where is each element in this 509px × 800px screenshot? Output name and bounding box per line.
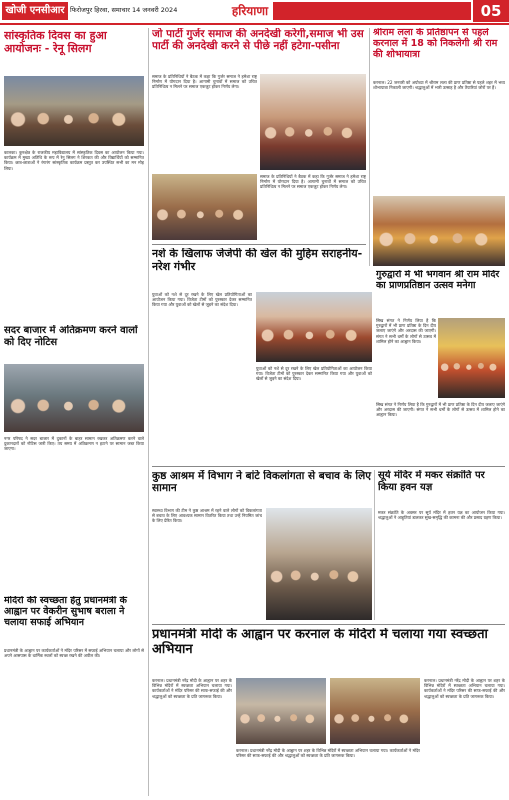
issue-date: फिरोजपुर हिरवा, समाचार 14 जनवरी 2024 — [70, 6, 178, 14]
page-number: 05 — [473, 0, 509, 22]
article-a10-headline: प्रधानमंत्री मोदी के आह्वान पर करनाल के मंदिरों में चलाया गया स्वच्छता अभियान — [152, 628, 488, 657]
article-a10-body: करनाल। प्रधानमंत्री नरेंद्र मोदी के आह्वान पर शहर के विभिन्न मंदिरों में स्वच्छता अभियान चलाया गया। कार्यकर्ताओं ने मंदिर परिसर की साफ-सफाई की और श्रद्धालुओं को स्वच्छता के प्रति जागरूक किया। — [152, 678, 232, 699]
article-a10-photo-1 — [236, 678, 326, 744]
article-a1-headline-box — [4, 30, 144, 74]
masthead — [0, 0, 509, 22]
article-a4-body-cont: युवाओं को नशे से दूर रखने के लिए खेल प्रतियोगिताओं का आयोजन किया गया। विजेता टीमों को पुरस्कार देकर सम्मानित किया गया और युवाओं को खेलों से जुड़ने का संदेश दिया। — [256, 366, 372, 382]
article-a6-headline: सदर बाजार में अतिक्रमण करने वालों को दिए नोटिस — [4, 325, 138, 348]
column-rule — [369, 28, 370, 266]
article-a2-photo-2 — [152, 174, 257, 240]
article-a9-body: प्रधानमंत्री के आह्वान पर कार्यकर्ताओं ने मंदिर परिसर में सफाई अभियान चलाया और लोगों से अपने आसपास के धार्मिक स्थलों को स्वच्छ रखने की अपील की। — [4, 648, 144, 659]
article-a6-photo — [4, 364, 144, 432]
article-a5-headline-box — [376, 270, 505, 314]
article-a4-headline: नशे के खिलाफ जेजेपी की खेल की मुहिम सराहनीय-नरेश गंभीर — [152, 248, 363, 273]
section-title: हरियाणा — [231, 4, 269, 18]
masthead-bar — [273, 2, 471, 20]
section-rule — [152, 244, 366, 245]
column-rule — [374, 470, 375, 620]
article-a10-headline-box — [152, 628, 505, 674]
article-a5-body-cont: सिख संगत ने निर्णय लिया है कि गुरुद्वारों में भी प्राण प्रतिष्ठा के दिन दीप जलाए जाएंगे और अरदास की जाएगी। संगत ने सभी धर्मों के लोगों से उत्सव में शामिल होने का आह्वान किया। — [376, 402, 505, 418]
article-a9-headline-box — [4, 596, 144, 644]
article-a7-headline-box — [152, 470, 372, 504]
article-a2-headline-box — [152, 28, 366, 72]
masthead-rule — [0, 23, 509, 25]
article-a3-headline: श्रीराम लला के प्रतिष्ठापन से पहले करनाल में 18 को निकलेगी श्री राम की शोभायात्रा — [373, 28, 498, 60]
article-a3-body: करनाल। 22 जनवरी को अयोध्या में श्रीराम लला की प्राण प्रतिष्ठा से पहले शहर में भव्य शोभायात्रा निकाली जाएगी। श्रद्धालुओं में भारी उत्साह है और तैयारियां जोरों पर हैं। — [373, 80, 505, 91]
article-a9-headline: मंदिरों की स्वच्छता हेतु प्रधानमंत्री के आह्वान पर वेकरीन सुभाष बराला ने चलाया सफाई अभियान — [4, 596, 127, 628]
article-a5-photo — [438, 318, 505, 398]
article-a2-body: समाज के प्रतिनिधियों ने बैठक में कहा कि गुर्जर समाज ने हमेशा राष्ट्र निर्माण में योगदान दिया है। आगामी चुनावों में समाज को उचित प्रतिनिधित्व न मिलने पर समाज एकजुट होकर निर्णय लेगा। — [152, 74, 257, 90]
article-a2-body-cont: समाज के प्रतिनिधियों ने बैठक में कहा कि गुर्जर समाज ने हमेशा राष्ट्र निर्माण में योगदान दिया है। आगामी चुनावों में समाज को उचित प्रतिनिधित्व न मिलने पर समाज एकजुट होकर निर्णय लेगा। — [260, 174, 366, 190]
brand-logo: खोजी एनसीआर — [2, 2, 68, 20]
article-a7-body: स्वास्थ्य विभाग की टीम ने कुष्ठ आश्रम में रहने वाले लोगों को विकलांगता से बचाव के लिए आवश्यक सामान वितरित किया तथा उन्हें नियमित जांच के लिए प्रेरित किया। — [152, 508, 262, 524]
column-rule — [148, 28, 149, 796]
section-rule — [152, 624, 505, 625]
article-a8-headline: सूर्य मंदिर में मकर संक्रांति पर किया हवन यज्ञ — [378, 470, 485, 493]
article-a8-body: मकर संक्रांति के अवसर पर सूर्य मंदिर में हवन यज्ञ का आयोजन किया गया। श्रद्धालुओं ने आहुतियां डालकर सुख-समृद्धि की कामना की और प्रसाद ग्रहण किया। — [378, 510, 505, 521]
article-a1-headline: सांस्कृतिक दिवस का हुआ आयोजनः - रेनू सिलग — [4, 30, 107, 55]
article-a4-body: युवाओं को नशे से दूर रखने के लिए खेल प्रतियोगिताओं का आयोजन किया गया। विजेता टीमों को पुरस्कार देकर सम्मानित किया गया और युवाओं को खेलों से जुड़ने का संदेश दिया। — [152, 292, 252, 308]
article-a10-photo-2 — [330, 678, 420, 744]
article-a5-headline: गुरुद्वारों में भी भगवान श्री राम मंदिर का प्राणप्रतिष्ठान उत्सव मनेगा — [376, 270, 500, 291]
article-a7-headline: कुष्ठ आश्रम में विभाग ने बांटे विकलांगता से बचाव के लिए सामान — [152, 470, 372, 495]
article-a3-headline-box — [373, 28, 505, 78]
article-a6-body: नगर परिषद ने सदर बाजार में दुकानों के बाहर सामान रखकर अतिक्रमण करने वाले दुकानदारों को नोटिस जारी किए। तय समय में अतिक्रमण न हटाने पर सामान जब्त किया जाएगा। — [4, 436, 144, 452]
article-a6-headline-box — [4, 325, 144, 361]
article-a4-headline-box — [152, 248, 372, 288]
article-a5-body: सिख संगत ने निर्णय लिया है कि गुरुद्वारों में भी प्राण प्रतिष्ठा के दिन दीप जलाए जाएंगे और अरदास की जाएगी। संगत ने सभी धर्मों के लोगों से उत्सव में शामिल होने का आह्वान किया। — [376, 318, 436, 344]
article-a3-photo — [373, 196, 505, 266]
article-a1-photo — [4, 76, 144, 146]
article-a10-body-cont: करनाल। प्रधानमंत्री नरेंद्र मोदी के आह्वान पर शहर के विभिन्न मंदिरों में स्वच्छता अभियान चलाया गया। कार्यकर्ताओं ने मंदिर परिसर की साफ-सफाई की और श्रद्धालुओं को स्वच्छता के प्रति जागरूक किया। — [236, 748, 420, 759]
article-a2-headline: जो पार्टी गुर्जर समाज की अनदेखी करेगी,समाज भी उस पार्टी की अनदेखी करने से पीछे नहीं हटेगा-पसीना — [152, 28, 364, 53]
article-a7-photo — [266, 508, 372, 620]
article-a10-body-col: करनाल। प्रधानमंत्री नरेंद्र मोदी के आह्वान पर शहर के विभिन्न मंदिरों में स्वच्छता अभियान चलाया गया। कार्यकर्ताओं ने मंदिर परिसर की साफ-सफाई की और श्रद्धालुओं को स्वच्छता के प्रति जागरूक किया। — [424, 678, 505, 699]
article-a8-headline-box — [378, 470, 505, 506]
article-a1-body: कालका। कुरुक्षेत्र के राजकीय महाविद्यालय में सांस्कृतिक दिवस का आयोजन किया गया। कार्यक्रम में मुख्य अतिथि के रूप में रेनू सिलग ने शिरकत की और विद्यार्थियों को सम्मानित किया। छात्र-छात्राओं ने रंगारंग सांस्कृतिक कार्यक्रम प्रस्तुत कर उपस्थित सभी का मन मोह लिया। — [4, 150, 144, 171]
section-rule — [152, 466, 505, 467]
article-a2-photo-1 — [260, 74, 366, 170]
article-a4-photo — [256, 292, 372, 362]
